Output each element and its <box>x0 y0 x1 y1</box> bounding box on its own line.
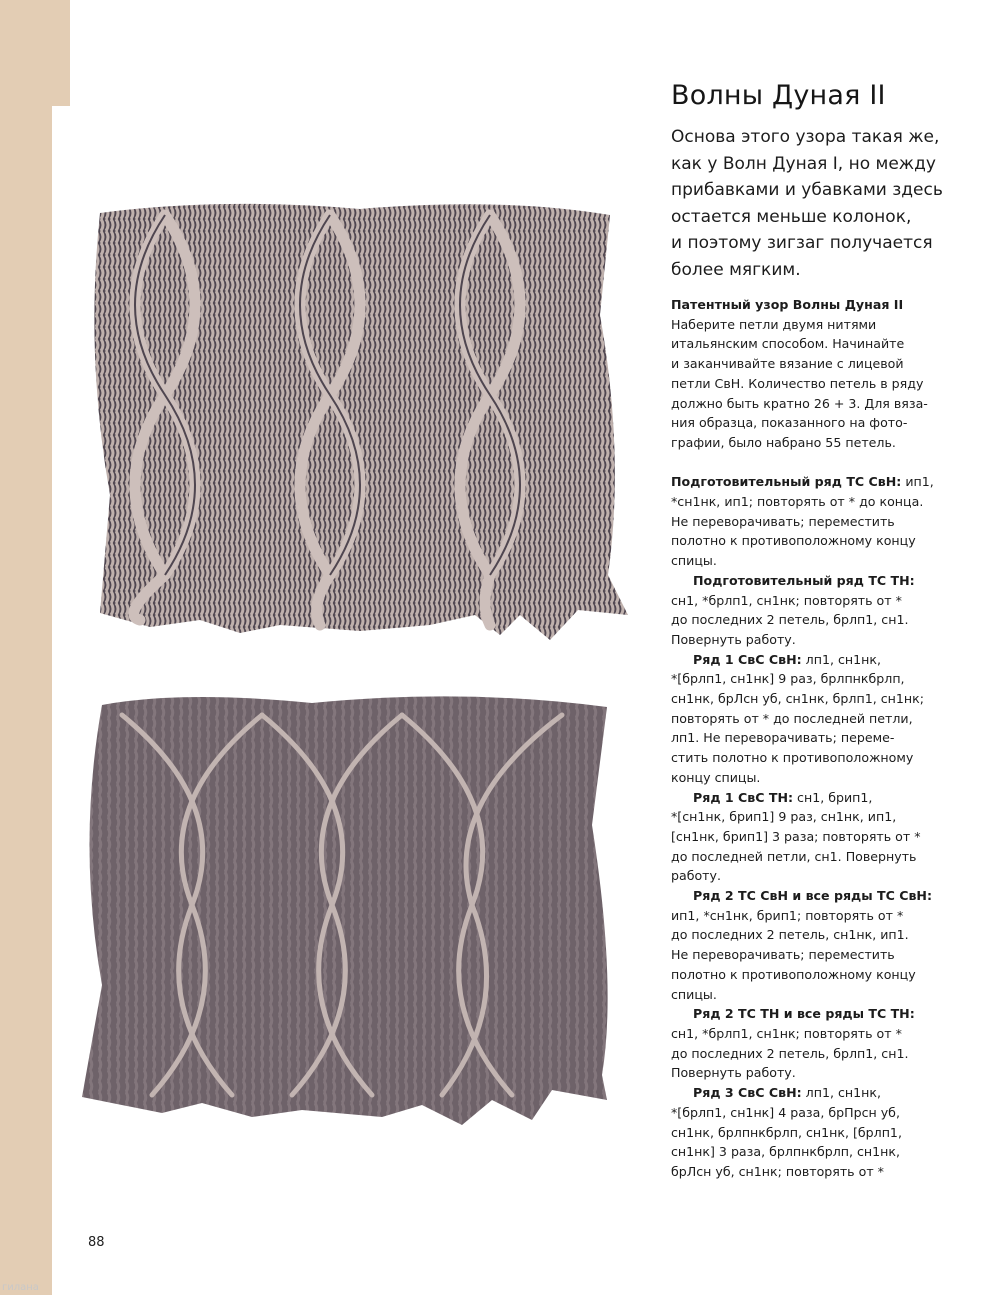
row-line: сн1нк, брлпнкбрлп, сн1нк, [брлп1, <box>671 1124 902 1140</box>
lead-line: Основа этого узора такая же, <box>671 127 940 147</box>
row-line: работу. <box>671 868 721 884</box>
row-line: стить полотно к противоположному <box>671 750 914 766</box>
watermark: гилана <box>2 1282 39 1293</box>
row-line: до последних 2 петель, брлп1, сн1. <box>671 612 909 628</box>
row-line: *[сн1нк, брип1] 9 раз, сн1нк, ип1, <box>671 809 897 825</box>
intro-line: графии, было набрано 55 петель. <box>671 434 896 450</box>
row-heading: Ряд 1 СвС ТН: сн1, брип1, <box>693 789 873 805</box>
row-heading: Ряд 2 ТС ТН и все ряды ТС ТН: <box>693 1006 915 1022</box>
intro-line: Наберите петли двумя нитями <box>671 316 877 332</box>
page-number: 88 <box>88 1235 105 1250</box>
lead-paragraph <box>671 124 971 283</box>
intro-line: должно быть кратно 26 + 3. Для вяза- <box>671 395 928 411</box>
intro-line: петли СвН. Количество петель в ряду <box>671 375 924 391</box>
row-heading: Подготовительный ряд ТС СвН: ип1, <box>671 474 934 490</box>
intro-line: и заканчивайте вязание с лицевой <box>671 356 904 372</box>
row-heading: Ряд 3 СвС СвН: лп1, сн1нк, <box>693 1085 881 1101</box>
row-line: повторять от * до последней петли, <box>671 710 913 726</box>
lead-line: остается меньше колонок, <box>671 206 912 227</box>
row-line: полотно к противоположному концу <box>671 533 916 549</box>
row-line: Повернуть работу. <box>671 1065 796 1081</box>
row-line: *сн1нк, ип1; повторять от * до конца. <box>671 494 924 510</box>
row-line: сн1нк, брЛсн уб, сн1нк, брлп1, сн1нк; <box>671 691 924 707</box>
row-line: сн1, *брлп1, сн1нк; повторять от * <box>671 1026 902 1041</box>
lead-line: и поэтому зигзаг получается <box>671 233 933 253</box>
row-line: брЛсн уб, сн1нк; повторять от * <box>671 1163 884 1179</box>
lead-line: прибавками и убавками здесь <box>671 180 943 200</box>
row-line: лп1. Не переворачивать; переме- <box>671 730 895 746</box>
intro-line: ния образца, показанного на фото- <box>671 415 908 431</box>
row-line: Не переворачивать; переместить <box>671 513 895 529</box>
row-line: Повернуть работу. <box>671 631 796 647</box>
row-line: сн1нк] 3 раза, брлпнкбрлп, сн1нк, <box>671 1144 901 1160</box>
row-heading: Подготовительный ряд ТС ТН: <box>693 572 915 588</box>
knit-swatch-bottom-image <box>62 685 622 1135</box>
knit-swatch-top-image <box>80 195 636 645</box>
row-line: спицы. <box>671 553 717 569</box>
row-heading: Ряд 2 ТС СвН и все ряды ТС СвН: <box>693 888 932 904</box>
lead-line: более мягким. <box>671 259 801 280</box>
row-line: до последних 2 петель, сн1нк, ип1. <box>671 927 909 943</box>
section-title: Патентный узор Волны Дуная II <box>671 297 904 312</box>
row-line: до последних 2 петель, брлп1, сн1. <box>671 1045 909 1061</box>
row-line: Не переворачивать; переместить <box>671 947 895 963</box>
page-title: Волны Дуная II <box>671 80 886 111</box>
row-line: спицы. <box>671 986 717 1002</box>
row-line: концу спицы. <box>671 769 761 785</box>
intro-line: итальянским способом. Начинайте <box>671 336 905 352</box>
instructions <box>671 295 961 1182</box>
row-line: ип1, *сн1нк, брип1; повторять от * <box>671 907 904 923</box>
row-line: сн1, *брлп1, сн1нк; повторять от * <box>671 592 902 608</box>
row-line: *[брлп1, сн1нк] 4 раза, брПрсн уб, <box>671 1104 900 1120</box>
lead-line: как у Волн Дуная I, но между <box>671 153 936 174</box>
row-heading: Ряд 1 СвС СвН: лп1, сн1нк, <box>693 651 881 667</box>
row-line: полотно к противоположному концу <box>671 966 916 982</box>
row-line: [сн1нк, брип1] 3 раза; повторять от * <box>671 828 921 844</box>
row-line: *[брлп1, сн1нк] 9 раз, брлпнкбрлп, <box>671 671 905 687</box>
row-line: до последней петли, сн1. Повернуть <box>671 848 917 864</box>
